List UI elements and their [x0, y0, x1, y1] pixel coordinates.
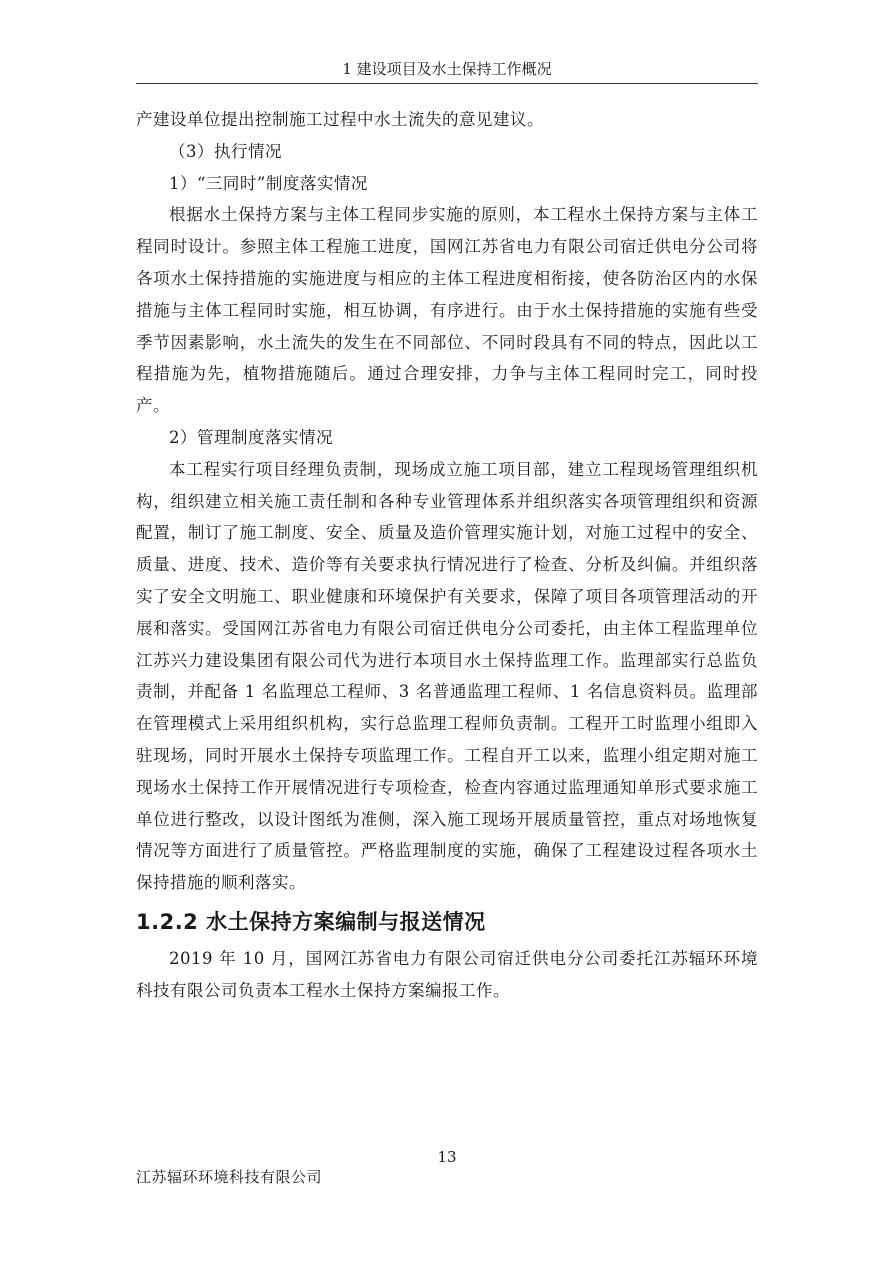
item-heading-three-simultaneous: 1）“三同时”制度落实情况 [169, 173, 368, 193]
section-heading-plan-compilation: 1.2.2 水土保持方案编制与报送情况 [136, 909, 486, 934]
page-number: 13 [437, 1148, 457, 1166]
paragraph-three-simultaneous: 根据水土保持方案与主体工程同步实施的原则，本工程水土保持方案与主体工程同时设计。参照主体工程施工进度，国网江苏省电力有限公司宿迁供电分公司将各项水土保持措施的实施进度与相应的主体工程进度相衔接，使各防治区内的水保措施与主体工程同时实施，相互协调，有序进行。由于水土保持措施的实施有些受季节因素影响，水土流失的发生在不同部位、不同时段具有不同的特点，因此以工程措施为先，植物措施随后。通过合理安排，力争与主体工程同时完工，同时投产。 [136, 205, 758, 416]
document-body [136, 104, 758, 1007]
sub-heading-execution: （3）执行情况 [169, 141, 282, 161]
footer-company-name: 江苏辐环环境科技有限公司 [136, 1168, 323, 1186]
paragraph-plan-compilation: 2019 年 10 月，国网江苏省电力有限公司宿迁供电分公司委托江苏辐环环境科技有限公司负责本工程水土保持方案编报工作。 [136, 948, 758, 1000]
header-divider [136, 83, 758, 84]
page-header-title: 1 建设项目及水土保持工作概况 [342, 60, 552, 78]
item-heading-management: 2）管理制度落实情况 [169, 427, 333, 447]
continuation-paragraph: 产建设单位提出控制施工过程中水土流失的意见建议。 [136, 110, 544, 129]
paragraph-management: 本工程实行项目经理负责制，现场成立施工项目部，建立工程现场管理组织机构，组织建立相关施工责任制和各种专业管理体系并组织落实各项管理组织和资源配置，制订了施工制度、安全、质量及造价管理实施计划，对施工过程中的安全、质量、进度、技术、造价等有关要求执行情况进行了检查、分析及纠偏。并组织落实了安全文明施工、职业健康和环境保护有关要求，保障了项目各项管理活动的开展和落实。受国网江苏省电力有限公司宿迁供电分公司委托，由主体工程监理单位江苏兴力建设集团有限公司代为进行本项目水土保持监理工作。监理部实行总监负责制，并配备 1 名监理总工程师、3 名普通监理工程师、1 名信息资料员。监理部在管理模式上采用组织机构，实行总监理工程师负责制。工程开工时监理小组即入驻现场，同时开展水土保持专项监理工作。工程自开工以来，监理小组定期对施工现场水土保持工作开展情况进行专项检查，检查内容通过监理通知单形式要求施工单位进行整改，以设计图纸为准侧，深入施工现场开展质量管控，重点对场地恢复情况等方面进行了质量管控。严格监理制度的实施，确保了工程建设过程各项水土保持措施的顺利落实。 [136, 459, 758, 893]
